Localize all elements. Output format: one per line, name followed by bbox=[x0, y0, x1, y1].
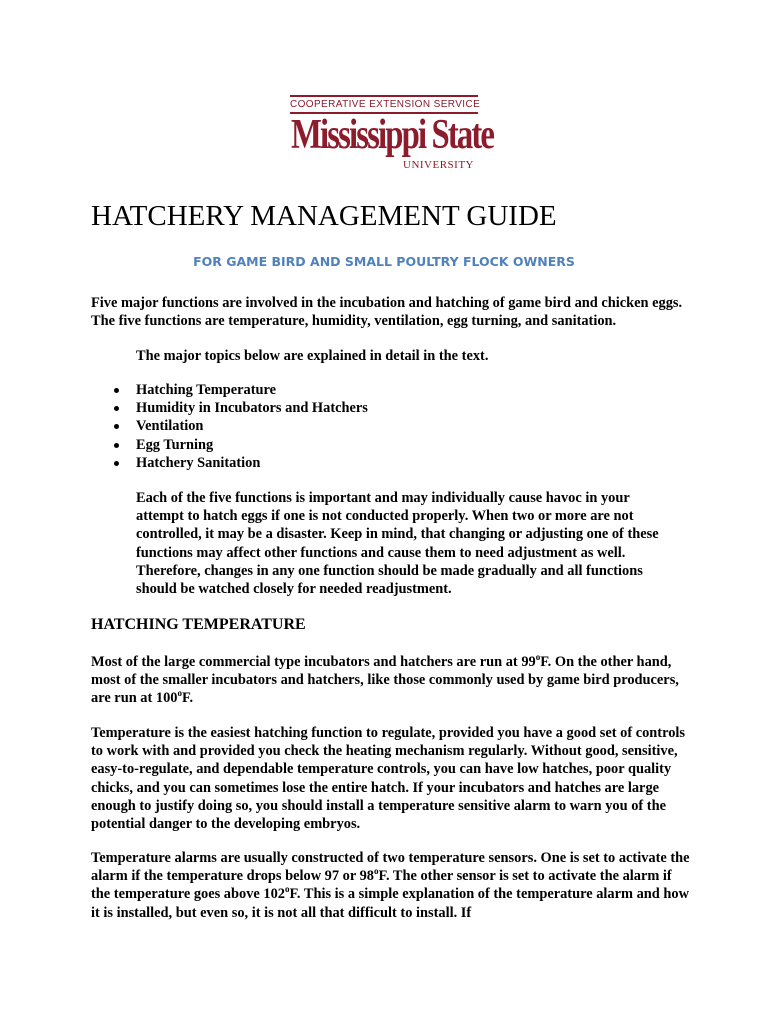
bullet-icon bbox=[114, 406, 119, 411]
topic-item bbox=[110, 436, 368, 454]
topic-text: Hatching Temperature bbox=[136, 382, 277, 398]
degree-mark: o bbox=[373, 866, 379, 877]
degree-mark: o bbox=[177, 688, 182, 699]
text-run: F. This is a simple explanation of the temperature alarm and how it is installed, but even so, it is not all that difficult to install. If bbox=[91, 886, 689, 921]
degree-mark: o bbox=[535, 652, 541, 663]
topic-text: Egg Turning bbox=[136, 436, 214, 453]
logo-university-subtext: UNIVERSITY bbox=[403, 159, 474, 171]
document-title: HATCHERY MANAGEMENT GUIDE bbox=[91, 200, 557, 232]
section-heading: HATCHING TEMPERATURE bbox=[91, 616, 306, 633]
logo-top-rule bbox=[290, 95, 478, 97]
topics-intro: The major topics below are explained in detail in the text. bbox=[136, 348, 489, 364]
bullet-icon bbox=[114, 443, 119, 448]
degree-mark: o bbox=[284, 884, 290, 895]
document-subtitle: FOR GAME BIRD AND SMALL POULTRY FLOCK OWNERS bbox=[193, 254, 575, 269]
msu-extension-logo bbox=[290, 95, 494, 179]
topics-list bbox=[110, 381, 368, 472]
logo-university-wordmark: Mississippi State bbox=[291, 112, 494, 158]
topic-item bbox=[110, 417, 368, 435]
importance-paragraph: Each of the five functions is important and may individually cause havoc in your attempt to hatch eggs if one is not conducted properly. When two or more are not controlled, it may be a disaster. Keep in mind, that changing or adjusting one of these functions may affect other functions and cause them to need adjustment as well. Therefore, changes in any one function should be made gradually and all functions should be watched closely for needed readjustment. bbox=[136, 490, 659, 598]
topic-item bbox=[110, 381, 368, 399]
intro-paragraph: Five major functions are involved in the incubation and hatching of game bird and chicken eggs. The five functions are temperature, humidity, ventilation, egg turning, and sanitation. bbox=[91, 295, 683, 330]
topic-item bbox=[110, 399, 368, 417]
text-run: F. bbox=[181, 690, 194, 707]
topic-item bbox=[110, 454, 368, 472]
temperature-paragraph-2: Temperature is the easiest hatching function to regulate, provided you have a good set of controls to work with and provided you check the heating mechanism regularly. Without good, sensitive, easy-to-regulate, and dependable temperature controls, you can have low hatches, poor quality chicks, and you can sometimes lose the entire hatch. If your incubators and hatches are large enough to justify doing so, you should install a temperature sensitive alarm to warn you of the potential danger to the developing embryos. bbox=[91, 725, 686, 833]
topic-text: Ventilation bbox=[136, 418, 204, 435]
temperature-paragraph-3 bbox=[91, 849, 691, 922]
topic-text: Hatchery Sanitation bbox=[136, 454, 261, 471]
bullet-icon bbox=[114, 424, 119, 429]
bullet-icon bbox=[114, 388, 119, 393]
temperature-paragraph-1 bbox=[91, 653, 691, 708]
topic-text: Humidity in Incubators and Hatchers bbox=[136, 400, 368, 417]
text-run: Temperature alarms are usually constructed of two temperature sensors. One is set to activate the alarm if the temperature drops below 97 or 98 bbox=[91, 850, 690, 885]
logo-extension-service-text: COOPERATIVE EXTENSION SERVICE bbox=[290, 99, 481, 110]
bullet-icon bbox=[114, 461, 119, 466]
text-run: Most of the large commercial type incubators and hatchers are run at 99 bbox=[91, 654, 536, 670]
text-run: F. The other sensor is set to activate the alarm if the temperature goes above 102 bbox=[91, 868, 672, 903]
text-run: F. On the other hand, most of the smaller incubators and hatchers, like those commonly used by game bird producers, are run at 100 bbox=[91, 654, 679, 707]
